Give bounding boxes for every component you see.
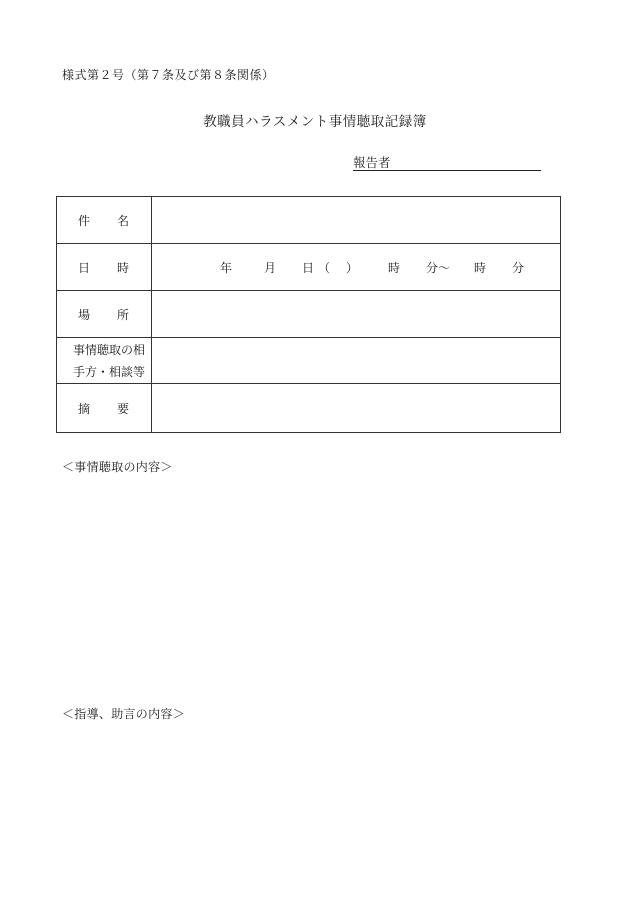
location-label: 場 所 <box>57 291 152 338</box>
datetime-line <box>152 259 560 276</box>
subject-label: 件 名 <box>57 197 152 244</box>
day-unit: 日 <box>301 260 314 275</box>
table-row-location <box>57 291 561 338</box>
counterpart-label <box>57 338 152 384</box>
counterpart-label-line2: 手方・相談等 <box>72 364 145 379</box>
subject-value-cell[interactable] <box>152 197 561 244</box>
document-title: 教職員ハラスメント事情聴取記録簿 <box>203 114 427 130</box>
counterpart-value-cell[interactable] <box>152 338 561 384</box>
month-unit: 月 <box>263 260 276 275</box>
reporter-label: 報告者 <box>353 155 391 170</box>
year-unit: 年 <box>219 260 232 275</box>
start-hour-unit: 時 <box>387 260 400 275</box>
end-minute-unit: 分 <box>511 260 524 275</box>
form-number: 様式第２号（第７条及び第８条関係） <box>62 68 275 82</box>
start-minute-unit: 分～ <box>425 260 450 275</box>
record-table <box>56 196 561 433</box>
table-row-counterpart <box>57 338 561 384</box>
interview-content-heading: ＜事情聴取の内容＞ <box>62 460 173 474</box>
table-row-summary <box>57 384 561 433</box>
datetime-value-cell[interactable] <box>152 244 561 291</box>
table-row-datetime <box>57 244 561 291</box>
summary-label: 摘 要 <box>57 384 152 433</box>
datetime-label: 日 時 <box>57 244 152 291</box>
weekday-open-paren: （ <box>317 260 330 275</box>
table-row-subject <box>57 197 561 244</box>
end-hour-unit: 時 <box>473 260 486 275</box>
location-value-cell[interactable] <box>152 291 561 338</box>
summary-value-cell[interactable] <box>152 384 561 433</box>
counterpart-label-line1: 事情聴取の相 <box>72 342 145 357</box>
reporter-field[interactable] <box>353 155 541 171</box>
weekday-close-paren: ） <box>345 260 358 275</box>
guidance-content-heading: ＜指導、助言の内容＞ <box>62 707 186 721</box>
